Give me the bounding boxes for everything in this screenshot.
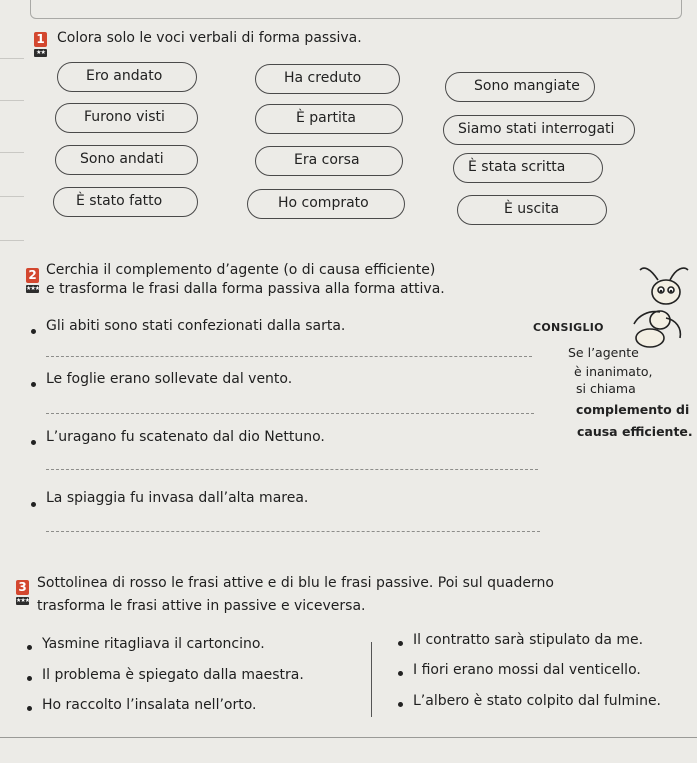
verb-pill[interactable]: È partita bbox=[255, 104, 403, 134]
verb-pill[interactable]: Era corsa bbox=[255, 146, 403, 176]
margin-tick bbox=[0, 240, 24, 241]
tip-line: Se l’agente bbox=[568, 345, 639, 360]
tip-line: complemento di bbox=[576, 402, 690, 417]
margin-tick bbox=[0, 58, 24, 59]
bullet bbox=[398, 671, 403, 676]
exercise-2-title-line1: Cerchia il complemento d’agente (o di causa efficiente) bbox=[46, 262, 436, 278]
passive-sentence[interactable]: L’uragano fu scatenato dal dio Nettuno. bbox=[46, 429, 325, 445]
verb-pill[interactable]: Siamo stati interrogati bbox=[443, 115, 635, 145]
bullet bbox=[398, 702, 403, 707]
margin-tick bbox=[0, 196, 24, 197]
bullet bbox=[27, 706, 32, 711]
tip-line: si chiama bbox=[576, 381, 636, 396]
verb-pill[interactable]: Furono visti bbox=[55, 103, 198, 133]
bullet bbox=[27, 645, 32, 650]
margin-tick bbox=[0, 100, 24, 101]
verb-pill[interactable]: È stato fatto bbox=[53, 187, 198, 217]
difficulty-stars: ★★ bbox=[34, 49, 47, 57]
bullet bbox=[31, 382, 36, 387]
verb-pill[interactable]: È stata scritta bbox=[453, 153, 603, 183]
bullet bbox=[27, 676, 32, 681]
exercise-number-badge: 2 bbox=[26, 268, 39, 283]
verb-pill[interactable]: Ero andato bbox=[57, 62, 197, 92]
difficulty-stars: ★★★ bbox=[26, 285, 40, 292]
ant-mascot-illustration bbox=[630, 258, 696, 350]
bullet bbox=[31, 329, 36, 334]
passive-sentence[interactable]: Gli abiti sono stati confezionati dalla sarta. bbox=[46, 318, 346, 334]
bullet bbox=[31, 502, 36, 507]
passive-sentence[interactable]: Le foglie erano sollevate dal vento. bbox=[46, 371, 293, 387]
page-bottom-rule bbox=[0, 737, 697, 738]
bullet bbox=[31, 440, 36, 445]
answer-line[interactable] bbox=[46, 413, 534, 414]
margin-tick bbox=[0, 152, 24, 153]
exercise-3-title-line2: trasforma le frasi attive in passive e viceversa. bbox=[37, 598, 366, 614]
exercise-1-title: Colora solo le voci verbali di forma passiva. bbox=[57, 30, 362, 46]
previous-exercise-box bbox=[30, 0, 682, 19]
sentence-left[interactable]: Il problema è spiegato dalla maestra. bbox=[42, 667, 304, 683]
tip-heading: CONSIGLIO bbox=[533, 321, 604, 334]
passive-sentence[interactable]: La spiaggia fu invasa dall’alta marea. bbox=[46, 490, 309, 506]
answer-line[interactable] bbox=[46, 531, 540, 532]
answer-line[interactable] bbox=[46, 469, 538, 470]
exercise-2-title-line2: e trasforma le frasi dalla forma passiva alla forma attiva. bbox=[46, 281, 445, 297]
verb-pill[interactable]: È uscita bbox=[457, 195, 607, 225]
sentence-right[interactable]: L’albero è stato colpito dal fulmine. bbox=[413, 693, 662, 709]
verb-pill[interactable]: Sono andati bbox=[55, 145, 198, 175]
verb-pill[interactable]: Ha creduto bbox=[255, 64, 400, 94]
bullet bbox=[398, 641, 403, 646]
sentence-right[interactable]: I fiori erano mossi dal venticello. bbox=[413, 662, 641, 678]
answer-line[interactable] bbox=[46, 356, 532, 357]
sentence-left[interactable]: Ho raccolto l’insalata nell’orto. bbox=[42, 697, 257, 713]
exercise-3-title-line1: Sottolinea di rosso le frasi attive e di blu le frasi passive. Poi sul quaderno bbox=[37, 575, 554, 591]
exercise-number-badge: 3 bbox=[16, 580, 29, 595]
column-divider bbox=[371, 642, 372, 717]
tip-line: è inanimato, bbox=[574, 364, 653, 379]
difficulty-stars: ★★★ bbox=[16, 597, 30, 604]
verb-pill[interactable]: Sono mangiate bbox=[445, 72, 595, 102]
sentence-right[interactable]: Il contratto sarà stipulato da me. bbox=[413, 632, 644, 648]
sentence-left[interactable]: Yasmine ritagliava il cartoncino. bbox=[42, 636, 265, 652]
exercise-number-badge: 1 bbox=[34, 32, 47, 47]
tip-line: causa efficiente. bbox=[577, 424, 693, 439]
verb-pill[interactable]: Ho comprato bbox=[247, 189, 405, 219]
